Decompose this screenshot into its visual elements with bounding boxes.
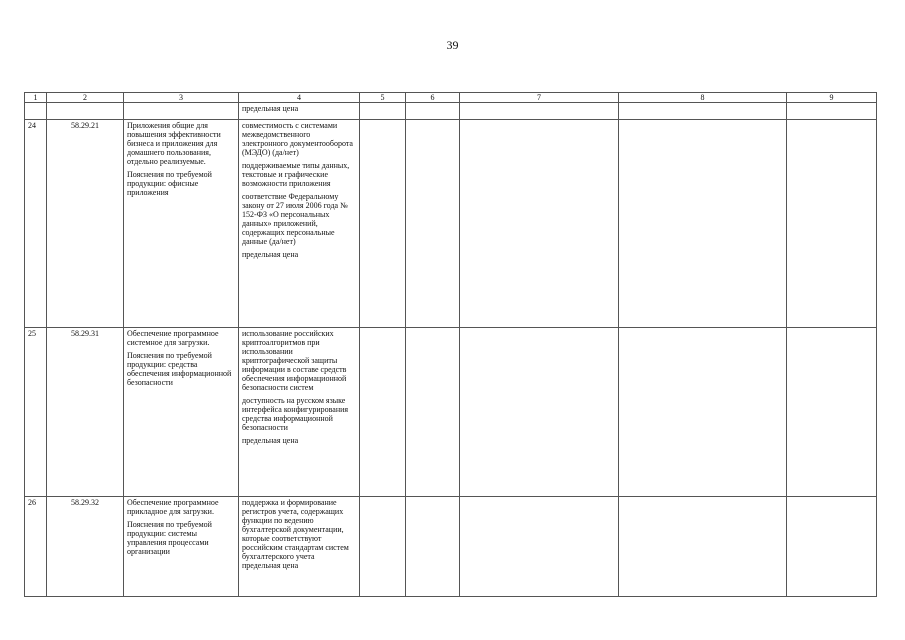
table-row <box>25 328 877 497</box>
column-header: 2 <box>47 93 124 103</box>
characteristics-cell <box>239 328 360 497</box>
explanation-text: Пояснения по требуемой продукции: системы управления процессами организации <box>127 520 212 556</box>
column-header: 7 <box>460 93 619 103</box>
page-number: 39 <box>446 38 459 52</box>
code-cell: 58.29.32 <box>47 497 124 597</box>
characteristic-cell: предельная цена <box>239 103 360 120</box>
row-number-cell: 25 <box>25 328 47 497</box>
code-cell: 58.29.21 <box>47 120 124 328</box>
characteristic-text: совместимость с системами межведомственного электронного документооборота (МЭДО) (да/нет) <box>242 121 353 157</box>
row-number-cell: 24 <box>25 120 47 328</box>
characteristic-text: использование российских криптоалгоритмов при использовании криптографической защиты информации в составе средств обеспечения информационной безопасности систем <box>242 329 347 392</box>
explanation-text: Пояснения по требуемой продукции: офисные приложения <box>127 170 212 197</box>
name-text: Обеспечение программное системное для загрузки. <box>127 329 219 347</box>
characteristic-text: предельная цена <box>242 436 299 445</box>
name-text: Приложения общие для повышения эффективности бизнеса и приложения для домашнего пользования, отдельно реализуемые. <box>127 121 221 166</box>
column-header: 9 <box>787 93 877 103</box>
characteristic-text: доступность на русском языке интерфейса конфигурирования средства информационной безопасности <box>242 396 349 432</box>
name-cell <box>124 120 239 328</box>
column-header: 6 <box>406 93 460 103</box>
characteristic-text: поддерживаемые типы данных, текстовые и графические возможности приложения <box>242 161 350 188</box>
requirements-table <box>24 92 877 597</box>
code-cell: 58.29.31 <box>47 328 124 497</box>
name-cell <box>124 497 239 597</box>
name-cell <box>124 328 239 497</box>
column-header: 8 <box>619 93 787 103</box>
explanation-text: Пояснения по требуемой продукции: средства обеспечения информационной безопасности <box>127 351 232 387</box>
characteristics-cell <box>239 120 360 328</box>
column-header: 5 <box>360 93 406 103</box>
table-row-continuation <box>25 103 877 120</box>
characteristic-text: соответствие Федеральному закону от 27 июля 2006 года № 152-ФЗ «О персональных данных» приложений, содержащих персональные данные (да/нет) <box>242 192 348 246</box>
table-header-row <box>25 93 877 103</box>
characteristic-text: предельная цена <box>242 561 299 570</box>
characteristic-text: поддержка и формирование регистров учета, содержащих функции по ведению бухгалтерской документации, которые соответствуют российским стандартам систем бухгалтерского учета <box>242 498 349 561</box>
characteristic-text: предельная цена <box>242 250 299 259</box>
column-header: 3 <box>124 93 239 103</box>
table-row <box>25 120 877 328</box>
column-header: 4 <box>239 93 360 103</box>
characteristics-cell <box>239 497 360 597</box>
row-number-cell: 26 <box>25 497 47 597</box>
table-row <box>25 497 877 597</box>
column-header: 1 <box>25 93 47 103</box>
name-text: Обеспечение программное прикладное для загрузки. <box>127 498 219 516</box>
